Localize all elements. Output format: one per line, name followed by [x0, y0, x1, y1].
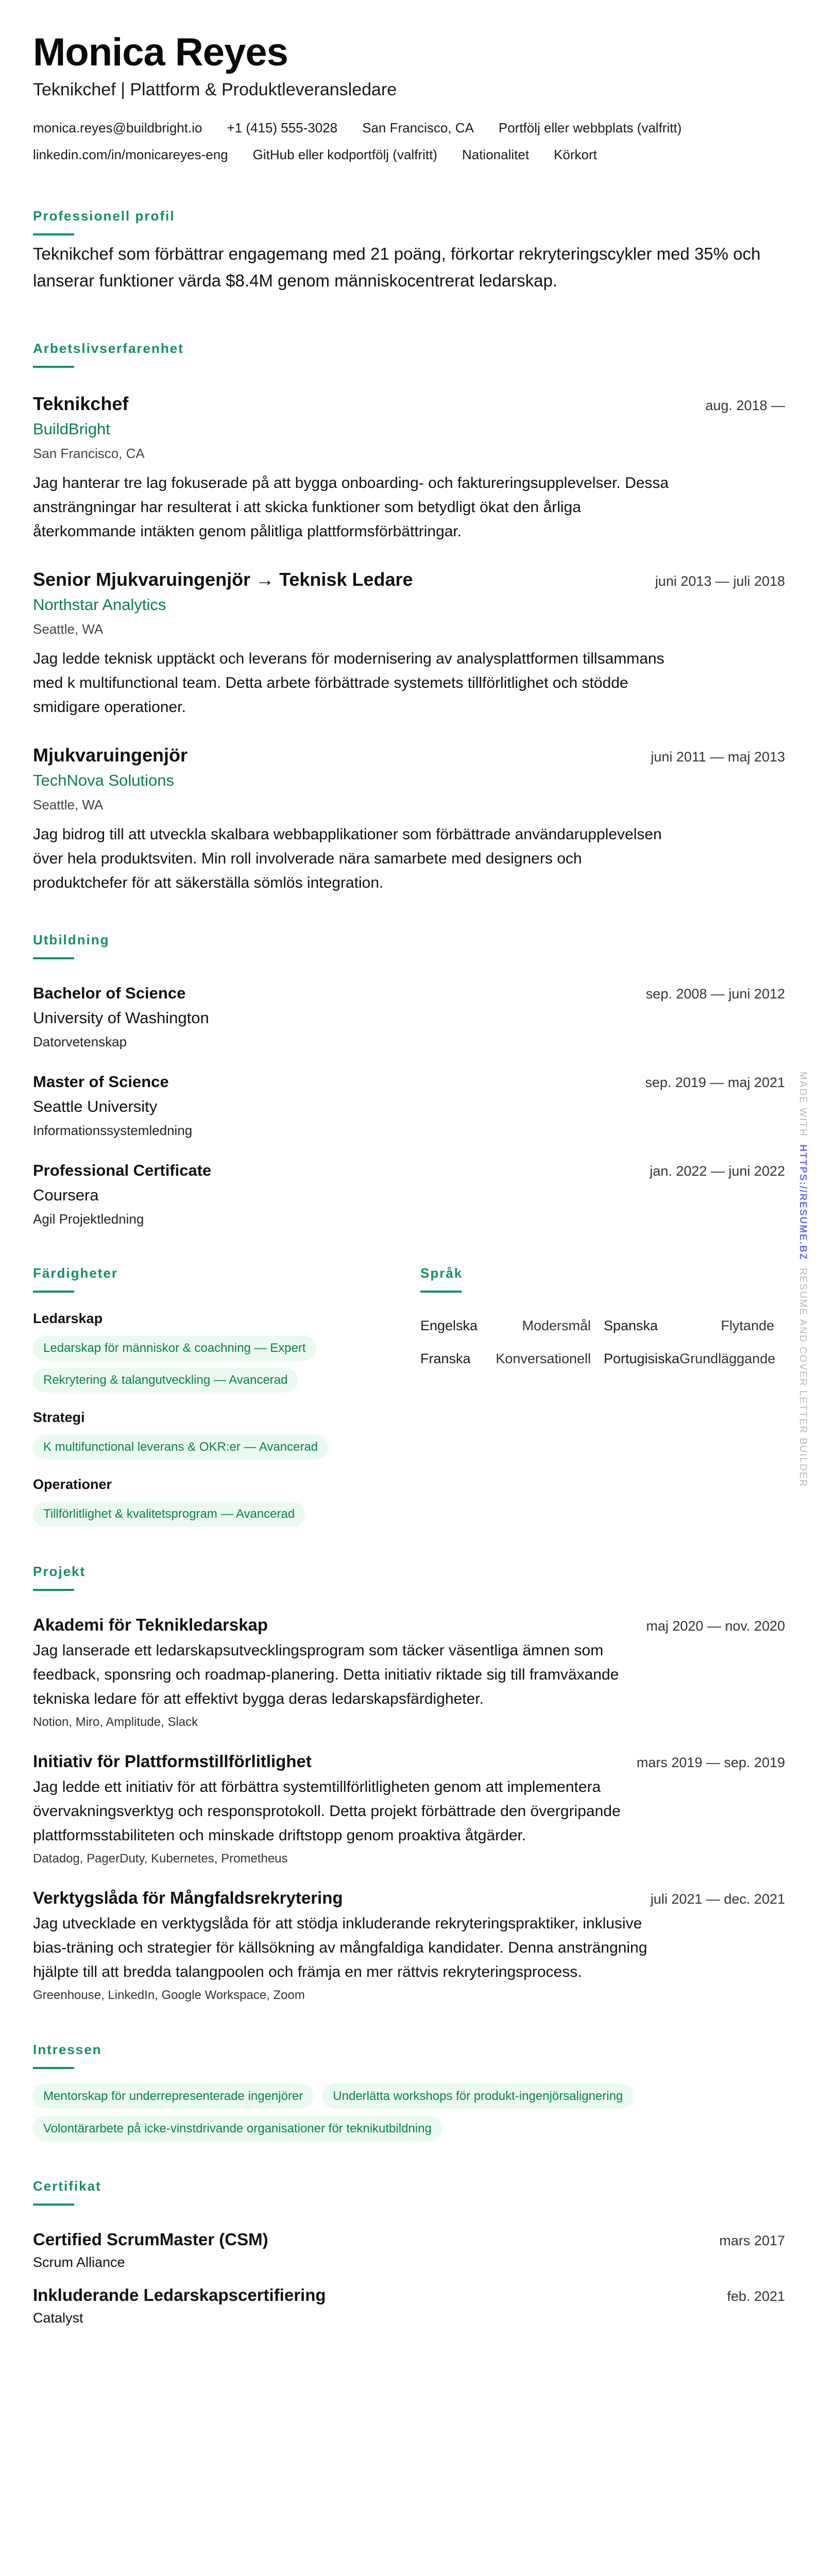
- section-heading: Certifikat: [33, 2178, 101, 2194]
- project-dates: mars 2019 — sep. 2019: [636, 1755, 785, 1770]
- language-level: Modersmål: [522, 1318, 591, 1333]
- certificate-title: Inkluderande Ledarskapscertifiering: [33, 2285, 326, 2304]
- project-tech: Greenhouse, LinkedIn, Google Workspace, Zoom: [33, 1988, 305, 2002]
- skill-chip: Ledarskap för människor & coachning — Expert: [33, 1336, 316, 1361]
- profile-summary: Teknikchef som förbättrar engagemang med 21 poäng, förkortar rekryteringscykler med 35% och lanserar funktioner värda $8.4M genom människocentrerat ledarskap.: [33, 244, 761, 290]
- section-divider: [33, 366, 74, 368]
- language-name: Spanska: [604, 1318, 658, 1333]
- section-divider: [33, 233, 74, 235]
- job-dates: juni 2011 — maj 2013: [651, 749, 785, 765]
- skill-category: Ledarskap: [33, 1311, 103, 1326]
- section-heading: Utbildning: [33, 932, 110, 947]
- interest-chip: Underlätta workshops för produkt-ingenjörsalignering: [322, 2083, 633, 2109]
- skill-category: Strategi: [33, 1410, 85, 1425]
- contact-portfolio[interactable]: Portfölj eller webbplats (valfritt): [498, 120, 682, 135]
- contact-location: San Francisco, CA: [362, 120, 474, 135]
- contact-github[interactable]: GitHub eller kodportfölj (valfritt): [252, 147, 437, 162]
- project-entry: [33, 1614, 785, 1732]
- section-divider: [33, 2204, 74, 2206]
- contact-phone[interactable]: +1 (415) 555-3028: [227, 120, 338, 135]
- language-item: [420, 1309, 591, 1342]
- education-section: [33, 931, 785, 1228]
- language-item: [604, 1342, 774, 1375]
- project-entry: [33, 1750, 785, 1868]
- school: University of Washington: [33, 1009, 209, 1027]
- section-heading: Professionell profil: [33, 208, 175, 224]
- section-heading: Arbetslivserfarenhet: [33, 341, 184, 356]
- job-dates: aug. 2018 —: [705, 398, 785, 413]
- candidate-headline: Teknikchef | Plattform & Produktleveransledare: [33, 80, 397, 99]
- languages-column: [420, 1264, 785, 1527]
- project-title: Verktygslåda för Mångfaldsrekrytering: [33, 1888, 343, 1907]
- interest-chip: Volontärarbete på icke-vinstdrivande organisationer för teknikutbildning: [33, 2116, 442, 2141]
- section-heading: Språk: [420, 1265, 463, 1281]
- skill-category: Operationer: [33, 1477, 112, 1492]
- language-level: Grundläggande: [679, 1351, 776, 1366]
- job-description: Jag hanterar tre lag fokuserade på att bygga onboarding- och faktureringsupplevelser. Dessa ansträngningar har resulterat i att skicka funktioner som betydligt ökat den årliga återkommande intäkten genom pålitliga plattformsförbättringar.: [33, 474, 669, 540]
- job-location: Seattle, WA: [33, 797, 104, 812]
- resume-header: [33, 32, 785, 168]
- certificate-date: mars 2017: [719, 2233, 785, 2248]
- job-company: Northstar Analytics: [33, 596, 166, 614]
- certificate-entry: [33, 2284, 785, 2327]
- project-dates: juli 2021 — dec. 2021: [650, 1891, 785, 1907]
- language-item: [420, 1342, 591, 1375]
- job-dates: juni 2013 — juli 2018: [655, 573, 785, 589]
- projects-section: [33, 1563, 785, 2005]
- certificate-entry: [33, 2228, 785, 2272]
- section-heading: Intressen: [33, 2042, 102, 2057]
- education-dates: sep. 2019 — maj 2021: [645, 1075, 785, 1090]
- section-heading: Projekt: [33, 1564, 86, 1579]
- skill-chips: [33, 1336, 420, 1393]
- contact-drivers-license: Körkort: [554, 147, 597, 162]
- contact-email[interactable]: monica.reyes@buildbright.io: [33, 120, 202, 135]
- job-location: Seattle, WA: [33, 621, 104, 637]
- education-dates: jan. 2022 — juni 2022: [650, 1163, 785, 1179]
- interest-chip: Mentorskap för underrepresenterade ingenjörer: [33, 2083, 313, 2109]
- section-heading: Färdigheter: [33, 1265, 118, 1281]
- job-description: Jag ledde teknisk upptäckt och leverans för modernisering av analysplattformen tillsammans med k multifunctional team. Detta arbete förbättrade systemets tillförlitlighet och stödde smidigare operationer.: [33, 650, 664, 716]
- field-of-study: Informationssystemledning: [33, 1123, 193, 1138]
- school: Seattle University: [33, 1097, 158, 1115]
- certificates-section: [33, 2177, 785, 2327]
- job-entry: [33, 744, 785, 895]
- job-location: San Francisco, CA: [33, 446, 145, 461]
- education-entry: [33, 983, 785, 1051]
- certificate-issuer: Catalyst: [33, 2310, 83, 2326]
- project-title: Initiativ för Plattformstillförlitlighet: [33, 1752, 312, 1771]
- job-company: TechNova Solutions: [33, 771, 174, 789]
- section-divider: [33, 2067, 74, 2069]
- section-divider: [33, 1291, 74, 1293]
- project-tech: Notion, Miro, Amplitude, Slack: [33, 1715, 198, 1729]
- language-name: Engelska: [420, 1318, 478, 1333]
- job-title: Teknikchef: [33, 393, 129, 414]
- language-level: Konversationell: [496, 1351, 591, 1366]
- certificate-date: feb. 2021: [727, 2289, 785, 2304]
- certificate-issuer: Scrum Alliance: [33, 2255, 125, 2270]
- language-item: [604, 1309, 774, 1342]
- job-entry: [33, 393, 785, 544]
- section-divider: [420, 1291, 462, 1293]
- contact-list: [33, 114, 785, 168]
- job-entry: [33, 568, 785, 719]
- skill-chips: [33, 1502, 420, 1527]
- skill-chip: Rekrytering & talangutveckling — Avancerad: [33, 1368, 298, 1393]
- candidate-name: Monica Reyes: [33, 30, 288, 74]
- education-entry: [33, 1160, 785, 1228]
- project-entry: [33, 1887, 785, 2005]
- project-description: Jag utvecklade en verktygslåda för att stödja inkluderande rekryteringspraktiker, inklusive bias-träning och strategier för källsökning av mångfaldiga kandidater. Denna ansträngning hjälpte till att bredda talangpoolen och främja en mer rättvis rekryteringsprocess.: [33, 1915, 647, 1980]
- profile-section: [33, 207, 785, 294]
- degree: Professional Certificate: [33, 1161, 212, 1179]
- field-of-study: Agil Projektledning: [33, 1211, 144, 1227]
- skill-chip: K multifunctional leverans & OKR:er — Avancerad: [33, 1435, 328, 1460]
- interest-chips: [33, 2083, 703, 2141]
- degree: Bachelor of Science: [33, 984, 186, 1002]
- degree: Master of Science: [33, 1073, 169, 1091]
- watermark-suffix: RESUME AND COVER LETTER BUILDER: [797, 1267, 808, 1488]
- watermark-link[interactable]: HTTPS://RESUME.BZ: [797, 1144, 808, 1261]
- job-company: BuildBright: [33, 420, 110, 438]
- education-dates: sep. 2008 — juni 2012: [645, 986, 785, 1002]
- job-title: Mjukvaruingenjör: [33, 744, 188, 766]
- section-divider: [33, 1589, 74, 1591]
- project-description: Jag lanserade ett ledarskapsutvecklingsprogram som täcker väsentliga ämnen som feedback, sponsring och roadmap-planering. Detta initiativ riktade sig till framväxande tekniska ledare för att effektivt bygga deras ledarskapsfärdigheter.: [33, 1642, 619, 1707]
- watermark-prefix: MADE WITH: [797, 1072, 808, 1137]
- skill-chips: [33, 1435, 420, 1460]
- section-divider: [33, 957, 74, 959]
- job-title: Senior Mjukvaruingenjör → Teknisk Ledare: [33, 569, 413, 590]
- language-list: [420, 1309, 785, 1375]
- skills-languages-section: [33, 1264, 785, 1527]
- project-title: Akademi för Teknikledarskap: [33, 1615, 268, 1634]
- project-description: Jag ledde ett initiativ för att förbättra systemtillförlitligheten genom att implementera övervakningsverktyg och responsprotokoll. Detta projekt förbättrade den övergripande plattformsstabiliteten och minskade driftstopp genom proaktiva åtgärder.: [33, 1778, 621, 1844]
- experience-section: [33, 340, 785, 895]
- skill-chip: Tillförlitlighet & kvalitetsprogram — Avancerad: [33, 1502, 305, 1527]
- field-of-study: Datorvetenskap: [33, 1034, 127, 1049]
- project-dates: maj 2020 — nov. 2020: [646, 1618, 785, 1634]
- job-description: Jag bidrog till att utveckla skalbara webbapplikationer som förbättrade användarupplevelsen över hela produktsviten. Min roll involverade nära samarbete med designers och produktchefer för att säkerställa sömlös integration.: [33, 826, 662, 891]
- builder-watermark: [793, 1072, 812, 1515]
- interests-section: [33, 2041, 785, 2141]
- contact-linkedin[interactable]: linkedin.com/in/monicareyes-eng: [33, 147, 228, 162]
- education-entry: [33, 1072, 785, 1140]
- project-tech: Datadog, PagerDuty, Kubernetes, Prometheus: [33, 1852, 288, 1866]
- school: Coursera: [33, 1186, 99, 1204]
- language-name: Portugisiska: [604, 1351, 680, 1366]
- certificate-title: Certified ScrumMaster (CSM): [33, 2230, 268, 2249]
- language-name: Franska: [420, 1351, 471, 1366]
- language-level: Flytande: [721, 1318, 774, 1333]
- contact-nationality: Nationalitet: [462, 147, 530, 162]
- skills-column: [33, 1264, 420, 1527]
